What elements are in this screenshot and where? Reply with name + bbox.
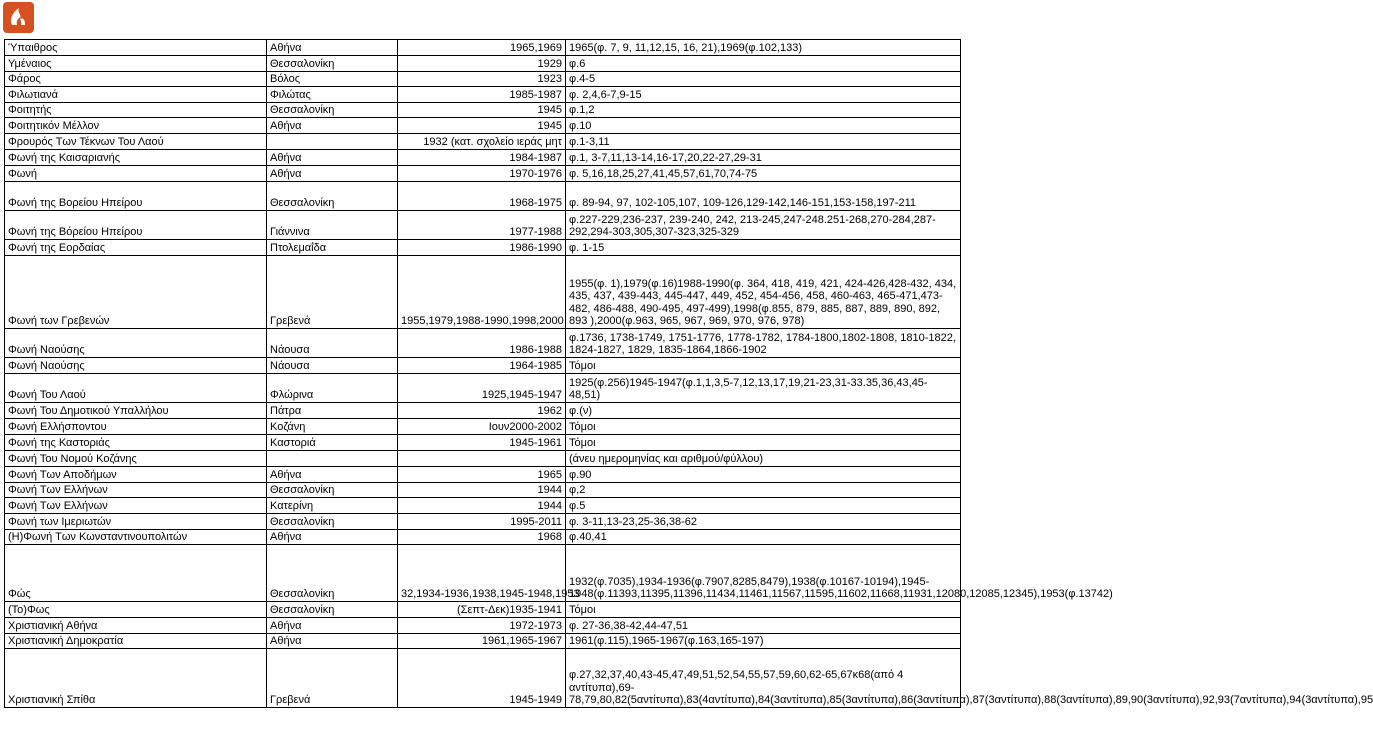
years-cell: 1923 xyxy=(398,72,566,87)
title-cell: Υμέναιος xyxy=(5,56,267,72)
years-cell: 1995-2011 xyxy=(398,514,566,530)
years-cell: 1962 xyxy=(398,403,566,419)
city-cell: Θεσσαλονίκη xyxy=(267,514,398,530)
table-row xyxy=(5,649,961,708)
table-row xyxy=(5,87,961,103)
years-cell: 1968-1975 xyxy=(398,182,566,211)
city-cell xyxy=(267,451,398,467)
title-cell: Φωνή της Καισαριανής xyxy=(5,150,267,166)
city-cell: Αθήνα xyxy=(267,618,398,634)
notes-cell: φ.1-3,11 xyxy=(566,134,961,150)
years-cell: Ιουν2000-2002 xyxy=(398,419,566,435)
city-cell: Φλώρινα xyxy=(267,374,398,403)
title-cell: Φάρος xyxy=(5,72,267,87)
years-cell xyxy=(398,451,566,467)
title-cell: Φωνή Του Λαού xyxy=(5,374,267,403)
title-cell: Φωνή Ναούσης xyxy=(5,329,267,358)
years-cell: 1972-1973 xyxy=(398,618,566,634)
city-cell: Κοζάνη xyxy=(267,419,398,435)
years-cell: 1986-1990 xyxy=(398,240,566,256)
notes-cell: φ,2 xyxy=(566,483,961,498)
title-cell: Φωνή Ελλήσποντου xyxy=(5,419,267,435)
city-cell: Θεσσαλονίκη xyxy=(267,103,398,118)
table-row xyxy=(5,182,961,211)
notes-cell: φ. 2,4,6-7,9-15 xyxy=(566,87,961,103)
city-cell: Αθήνα xyxy=(267,40,398,56)
title-cell: Φωνή των Ιμεριωτών xyxy=(5,514,267,530)
city-cell: Κατερίνη xyxy=(267,498,398,514)
city-cell: Βόλος xyxy=(267,72,398,87)
title-cell: Φωνή Των Αποδήμων xyxy=(5,467,267,483)
notes-cell: φ.1736, 1738-1749, 1751-1776, 1778-1782, 1784-1800,1802-1808, 1810-1822, 1824-1827, 1829, 1835-1864,1866-1902 xyxy=(566,329,961,358)
city-cell: Θεσσαλονίκη xyxy=(267,545,398,602)
title-cell: Φοιτητής xyxy=(5,103,267,118)
table-row xyxy=(5,451,961,467)
notes-cell: Τόμοι xyxy=(566,435,961,451)
notes-cell: 1961(φ.115),1965-1967(φ.163,165-197) xyxy=(566,634,961,649)
title-cell: Φωνή της Καστοριάς xyxy=(5,435,267,451)
notes-cell: φ.27,32,37,40,43-45,47,49,51,52,54,55,57,59,60,62-65,67κ68(από 4 αντίτυπα),69-78,79,80,82(5αντίτυπα),83(4αντίτυπα),84(3αντίτυπα),85(3αντίτυπα),86(3αντίτυπα),87(3αντίτυπα),88(3αντίτυπα),89,90(3αντίτυπα),92,93(7αντίτυπα),94(3αντίτυπα),95 xyxy=(566,649,961,708)
title-cell: Φωνή της Βόρείου Ηπείρου xyxy=(5,211,267,240)
title-cell: Φωνή Των Ελλήνων xyxy=(5,498,267,514)
city-cell: Αθήνα xyxy=(267,467,398,483)
table-row xyxy=(5,211,961,240)
table-row xyxy=(5,240,961,256)
notes-cell: φ. 1-15 xyxy=(566,240,961,256)
notes-cell: φ.5 xyxy=(566,498,961,514)
city-cell: Νάουσα xyxy=(267,329,398,358)
table-row xyxy=(5,467,961,483)
years-cell: 32,1934-1936,1938,1945-1948,1953 xyxy=(398,545,566,602)
notes-cell: 1965(φ. 7, 9, 11,12,15, 16, 21),1969(φ.102,133) xyxy=(566,40,961,56)
years-cell: 1965,1969 xyxy=(398,40,566,56)
table-row xyxy=(5,329,961,358)
notes-cell: φ. 3-11,13-23,25-36,38-62 xyxy=(566,514,961,530)
title-cell: (Το)Φως xyxy=(5,602,267,618)
city-cell: Θεσσαλονίκη xyxy=(267,56,398,72)
city-cell: Αθήνα xyxy=(267,530,398,545)
years-cell: 1945-1961 xyxy=(398,435,566,451)
notes-cell: φ.6 xyxy=(566,56,961,72)
table-row xyxy=(5,634,961,649)
years-cell: 1965 xyxy=(398,467,566,483)
table-row xyxy=(5,118,961,134)
notes-cell: φ. 89-94, 97, 102-105,107, 109-126,129-142,146-151,153-158,197-211 xyxy=(566,182,961,211)
city-cell: Αθήνα xyxy=(267,150,398,166)
table-row xyxy=(5,602,961,618)
city-cell: Πτολεμαΐδα xyxy=(267,240,398,256)
notes-cell: Τόμοι xyxy=(566,419,961,435)
city-cell: Αθήνα xyxy=(267,634,398,649)
city-cell: Αθήνα xyxy=(267,118,398,134)
city-cell: Θεσσαλονίκη xyxy=(267,483,398,498)
table-row xyxy=(5,166,961,182)
years-cell: 1986-1988 xyxy=(398,329,566,358)
table-row xyxy=(5,256,961,329)
years-cell: 1955,1979,1988-1990,1998,2000 xyxy=(398,256,566,329)
notes-cell: φ.10 xyxy=(566,118,961,134)
notes-cell: 1955(φ. 1),1979(φ.16)1988-1990(φ. 364, 418, 419, 421, 424-426,428-432, 434, 435, 437, 439-443, 445-447, 449, 452, 454-456, 458, 460-463, 465-471,473-482, 486-488, 490-495, 497-499),1998(φ.855, 879, 885, 887, 889, 890, 892, 893 ),2000(φ.963, 965, 967, 969, 970, 976, 978) xyxy=(566,256,961,329)
title-cell: Φωνή της Εορδαίας xyxy=(5,240,267,256)
table-row xyxy=(5,103,961,118)
notes-cell: φ.(ν) xyxy=(566,403,961,419)
table-row xyxy=(5,435,961,451)
title-cell: Φωνή Ναούσης xyxy=(5,358,267,374)
years-cell: 1945-1949 xyxy=(398,649,566,708)
table-row xyxy=(5,514,961,530)
years-cell: 1964-1985 xyxy=(398,358,566,374)
table-row xyxy=(5,374,961,403)
years-cell: 1985-1987 xyxy=(398,87,566,103)
notes-cell: φ. 5,16,18,25,27,41,45,57,61,70,74-75 xyxy=(566,166,961,182)
city-cell xyxy=(267,134,398,150)
table-row xyxy=(5,358,961,374)
title-cell: Χριστιανική Αθήνα xyxy=(5,618,267,634)
title-cell: Φωνή xyxy=(5,166,267,182)
city-cell: Φιλώτας xyxy=(267,87,398,103)
notes-cell: φ.4-5 xyxy=(566,72,961,87)
table-row xyxy=(5,134,961,150)
table-row xyxy=(5,403,961,419)
table-row xyxy=(5,72,961,87)
city-cell: Γρεβενά xyxy=(267,649,398,708)
title-cell: Χριστιανική Δημοκρατία xyxy=(5,634,267,649)
notes-cell: 1932(φ.7035),1934-1936(φ.7907,8285,8479),1938(φ.10167-10194),1945-1948(φ.11393,11395,11396,11434,11461,11567,11595,11602,11668,11931,12080,12085,12345),1953(φ.13742) xyxy=(566,545,961,602)
city-cell: Θεσσαλονίκη xyxy=(267,602,398,618)
years-cell: 1961,1965-1967 xyxy=(398,634,566,649)
notes-cell: Τόμοι xyxy=(566,602,961,618)
title-cell: Φοιτητικόν Μέλλον xyxy=(5,118,267,134)
title-cell: Ύπαιθρος xyxy=(5,40,267,56)
title-cell: Φωνή της Βορείου Ηπείρου xyxy=(5,182,267,211)
notes-cell: φ.1,2 xyxy=(566,103,961,118)
archive-table xyxy=(4,39,1373,708)
years-cell: (Σεπτ-Δεκ)1935-1941 xyxy=(398,602,566,618)
years-cell: 1945 xyxy=(398,118,566,134)
years-cell: 1932 (κατ. σχολείο ιεράς μητ xyxy=(398,134,566,150)
title-cell: Φιλωτιανά xyxy=(5,87,267,103)
title-cell: Φωνή Του Νομού Κοζάνης xyxy=(5,451,267,467)
city-cell: Αθήνα xyxy=(267,166,398,182)
title-cell: Χριστιανική Σπίθα xyxy=(5,649,267,708)
years-cell: 1945 xyxy=(398,103,566,118)
logo-icon xyxy=(3,2,34,33)
table-row xyxy=(5,419,961,435)
years-cell: 1929 xyxy=(398,56,566,72)
title-cell: Φρουρός Των Τέκνων Του Λαού xyxy=(5,134,267,150)
title-cell: Φωνή των Γρεβενών xyxy=(5,256,267,329)
years-cell: 1944 xyxy=(398,483,566,498)
title-cell: Φώς xyxy=(5,545,267,602)
notes-cell: (άνευ ημερομηνίας και αριθμού/φύλλου) xyxy=(566,451,961,467)
notes-cell: 1925(φ.256)1945-1947(φ.1,1,3,5-7,12,13,17,19,21-23,31-33.35,36,43,45-48,51) xyxy=(566,374,961,403)
city-cell: Καστοριά xyxy=(267,435,398,451)
city-cell: Πάτρα xyxy=(267,403,398,419)
city-cell: Γρεβενά xyxy=(267,256,398,329)
city-cell: Νάουσα xyxy=(267,358,398,374)
table-row xyxy=(5,40,961,56)
notes-cell: φ.40,41 xyxy=(566,530,961,545)
title-cell: Φωνή Του Δημοτικού Υπαλλήλου xyxy=(5,403,267,419)
table-row xyxy=(5,618,961,634)
table-row xyxy=(5,56,961,72)
table-row xyxy=(5,483,961,498)
city-cell: Γιάννινα xyxy=(267,211,398,240)
years-cell: 1970-1976 xyxy=(398,166,566,182)
title-cell: (Η)Φωνή Των Κωνσταντινουπολιτών xyxy=(5,530,267,545)
years-cell: 1968 xyxy=(398,530,566,545)
table-row xyxy=(5,498,961,514)
notes-cell: φ.1, 3-7,11,13-14,16-17,20,22-27,29-31 xyxy=(566,150,961,166)
table-row xyxy=(5,150,961,166)
years-cell: 1944 xyxy=(398,498,566,514)
title-cell: Φωνή Των Ελλήνων xyxy=(5,483,267,498)
table-row xyxy=(5,545,961,602)
city-cell: Θεσσαλονίκη xyxy=(267,182,398,211)
table-row xyxy=(5,530,961,545)
notes-cell: φ.90 xyxy=(566,467,961,483)
years-cell: 1984-1987 xyxy=(398,150,566,166)
notes-cell: φ.227-229,236-237, 239-240, 242, 213-245,247-248.251-268,270-284,287-292,294-303,305,307-323,325-329 xyxy=(566,211,961,240)
years-cell: 1925,1945-1947 xyxy=(398,374,566,403)
notes-cell: Τόμοι xyxy=(566,358,961,374)
years-cell: 1977-1988 xyxy=(398,211,566,240)
notes-cell: φ. 27-36,38-42,44-47,51 xyxy=(566,618,961,634)
